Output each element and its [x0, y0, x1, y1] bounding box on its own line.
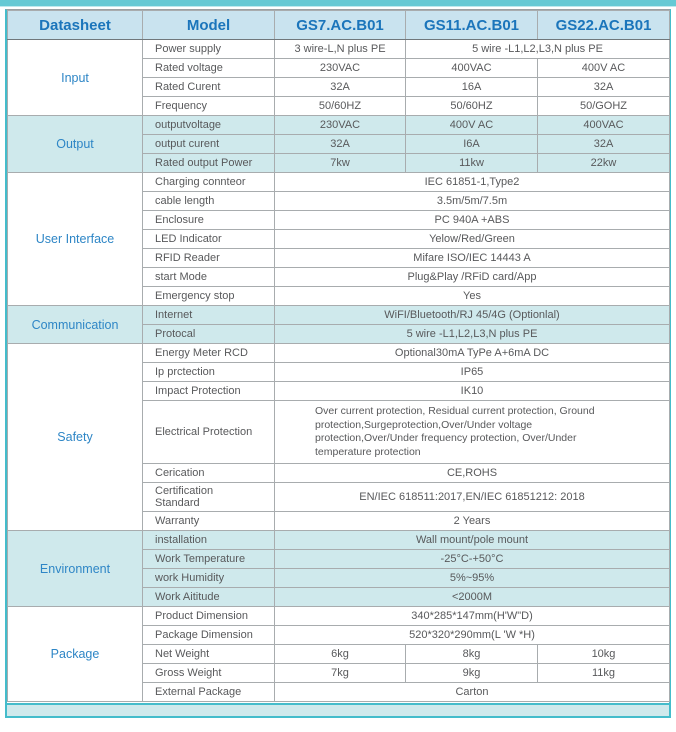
row-label: Work Aititude: [143, 588, 275, 607]
spec-value: Over current protection, Residual current protection, Ground protection,Surgeprotection,Over/Under voltage protection,Over/Under frequency protection, Over/Under temperature protection: [275, 401, 670, 464]
table-row: [8, 173, 670, 192]
row-label: RFID Reader: [143, 249, 275, 268]
row-label: Work Temperature: [143, 550, 275, 569]
spec-value: 32A: [538, 78, 670, 97]
spec-value: I6A: [406, 135, 538, 154]
row-label: Charging connteor: [143, 173, 275, 192]
table-row: [8, 306, 670, 325]
row-label: cable length: [143, 192, 275, 211]
row-label: Warranty: [143, 512, 275, 531]
spec-value: 400V AC: [406, 116, 538, 135]
header-model-gs7: GS7.AC.B01: [275, 11, 406, 40]
spec-value: 50/60HZ: [406, 97, 538, 116]
spec-value: EN/IEC 618511:2017,EN/IEC 61851212: 2018: [275, 483, 670, 512]
spec-value: Optional30mA TyPe A+6mA DC: [275, 344, 670, 363]
row-label: Ip prctection: [143, 363, 275, 382]
section-label-package: Package: [8, 607, 143, 702]
top-accent-strip: [0, 0, 676, 7]
spec-value: 230VAC: [275, 59, 406, 78]
section-label-communication: Communication: [8, 306, 143, 344]
spec-value: IK10: [275, 382, 670, 401]
spec-value: Yelow/Red/Green: [275, 230, 670, 249]
spec-value: 5%~95%: [275, 569, 670, 588]
spec-value: PC 940A +ABS: [275, 211, 670, 230]
row-label: output curent: [143, 135, 275, 154]
section-label-output: Output: [8, 116, 143, 173]
spec-value: 8kg: [406, 645, 538, 664]
header-row: [8, 11, 670, 40]
spec-value: Carton: [275, 683, 670, 702]
spec-value: 5 wire -L1,L2,L3,N plus PE: [406, 40, 670, 59]
spec-value: 9kg: [406, 664, 538, 683]
spec-value: 50/GOHZ: [538, 97, 670, 116]
section-label-safety: Safety: [8, 344, 143, 531]
row-label: Protocal: [143, 325, 275, 344]
spec-value: Yes: [275, 287, 670, 306]
row-label: LED Indicator: [143, 230, 275, 249]
row-label: Package Dimension: [143, 626, 275, 645]
row-label: Impact Protection: [143, 382, 275, 401]
row-label: Gross Weight: [143, 664, 275, 683]
row-label: work Humidity: [143, 569, 275, 588]
spec-value: 3.5m/5m/7.5m: [275, 192, 670, 211]
spec-value: 32A: [275, 78, 406, 97]
spec-value: 50/60HZ: [275, 97, 406, 116]
datasheet-table: [7, 10, 670, 702]
spec-value: 520*320*290mm(L 'W *H): [275, 626, 670, 645]
spec-value: 400VAC: [406, 59, 538, 78]
spec-value: 11kw: [406, 154, 538, 173]
spec-value: 16A: [406, 78, 538, 97]
row-label: Rated voltage: [143, 59, 275, 78]
datasheet-table-container: [5, 9, 671, 718]
table-row: [8, 344, 670, 363]
row-label: Frequency: [143, 97, 275, 116]
row-label: Cerication: [143, 464, 275, 483]
row-label: Product Dimension: [143, 607, 275, 626]
row-label: Net Weight: [143, 645, 275, 664]
table-row: [8, 40, 670, 59]
spec-value: -25°C-+50°C: [275, 550, 670, 569]
table-row: [8, 607, 670, 626]
spec-value: Mifare ISO/IEC 14443 A: [275, 249, 670, 268]
row-label: Electrical Protection: [143, 401, 275, 464]
row-label: Rated output Power: [143, 154, 275, 173]
table-row: [8, 116, 670, 135]
row-label: Power supply: [143, 40, 275, 59]
spec-value: 10kg: [538, 645, 670, 664]
spec-value: CE,ROHS: [275, 464, 670, 483]
row-label: Enclosure: [143, 211, 275, 230]
spec-value: 5 wire -L1,L2,L3,N plus PE: [275, 325, 670, 344]
spec-value: 11kg: [538, 664, 670, 683]
row-label: outputvoltage: [143, 116, 275, 135]
spec-value: 2 Years: [275, 512, 670, 531]
spec-value: 230VAC: [275, 116, 406, 135]
section-label-user-interface: User Interface: [8, 173, 143, 306]
spec-value: IEC 61851-1,Type2: [275, 173, 670, 192]
spec-value: 6kg: [275, 645, 406, 664]
section-label-environment: Environment: [8, 531, 143, 607]
spec-value: 340*285*147mm(H'W"D): [275, 607, 670, 626]
table-row: [8, 531, 670, 550]
spec-value: Wall mount/pole mount: [275, 531, 670, 550]
spec-value: 7kw: [275, 154, 406, 173]
spec-value: 400V AC: [538, 59, 670, 78]
section-label-input: Input: [8, 40, 143, 116]
spec-value: 32A: [275, 135, 406, 154]
spec-value: <2000M: [275, 588, 670, 607]
row-label: External Package: [143, 683, 275, 702]
header-model-gs22: GS22.AC.B01: [538, 11, 670, 40]
header-datasheet: Datasheet: [8, 11, 143, 40]
spec-value: IP65: [275, 363, 670, 382]
spec-table-body: [8, 40, 670, 702]
row-label: start Mode: [143, 268, 275, 287]
row-label: Energy Meter RCD: [143, 344, 275, 363]
spec-value: Plug&Play /RFiD card/App: [275, 268, 670, 287]
spec-value: WiFI/Bluetooth/RJ 45/4G (Optionlal): [275, 306, 670, 325]
spec-value: 400VAC: [538, 116, 670, 135]
bottom-accent-strip: [7, 703, 669, 716]
row-label: Certification Standard: [143, 483, 275, 512]
row-label: Internet: [143, 306, 275, 325]
row-label: installation: [143, 531, 275, 550]
spec-value: 3 wire-L,N plus PE: [275, 40, 406, 59]
header-model: Model: [143, 11, 275, 40]
spec-value: 22kw: [538, 154, 670, 173]
spec-value: 7kg: [275, 664, 406, 683]
spec-value: 32A: [538, 135, 670, 154]
row-label: Rated Curent: [143, 78, 275, 97]
header-model-gs11: GS11.AC.B01: [406, 11, 538, 40]
row-label: Emergency stop: [143, 287, 275, 306]
